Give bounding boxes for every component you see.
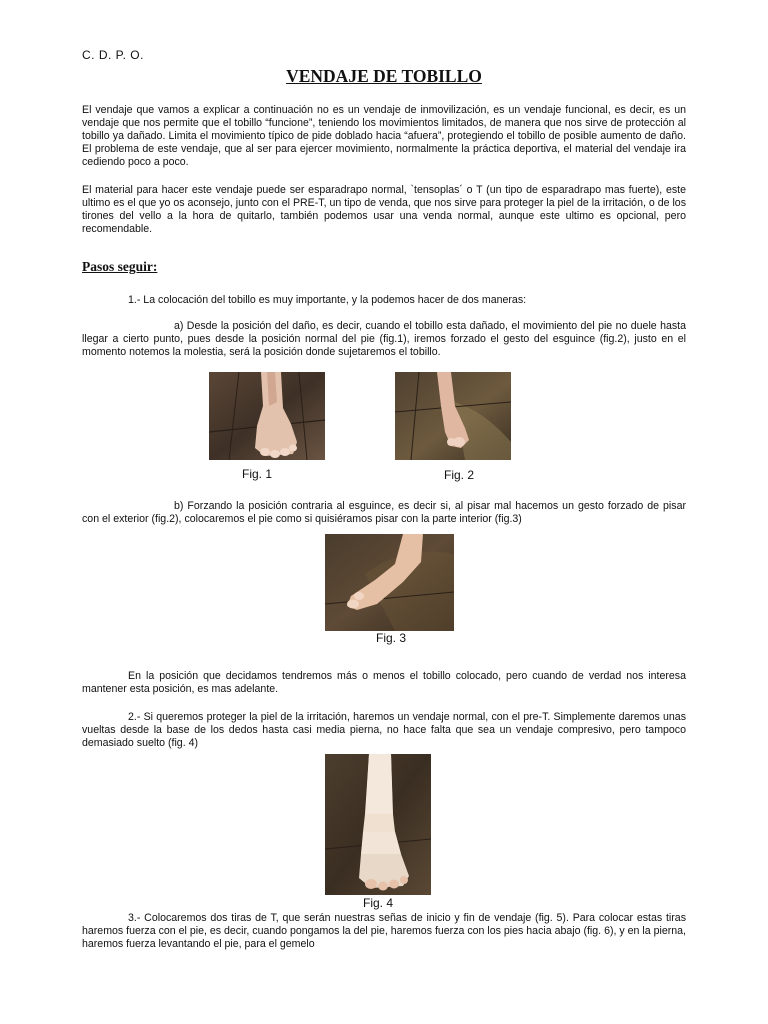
steps-heading: Pasos seguir: (82, 259, 158, 274)
page-title: VENDAJE DE TOBILLO (286, 66, 482, 86)
intro-paragraph-1: El vendaje que vamos a explicar a continuación no es un vendaje de inmovilización, es un vendaje funcional, es decir, es un vendaje que nos permite que el tobillo “funcione”, teniendo los movimientos limitados, de manera que nos sirve de protección al tobillo ya dañado. Limita el movimiento típico de pide doblado hacia “afuera”, protegiendo el tobillo de posible aumento de daño. El problema de este vendaje, que al ser para ejercer movimiento, normalmente la práctica deportiva, el material del vendaje ira cediendo poco a poco. (82, 104, 686, 168)
step-1-text: 1.- La colocación del tobillo es muy importante, y la podemos hacer de dos maneras: (128, 294, 527, 306)
figure-4-caption: Fig. 4 (363, 896, 394, 910)
figure-3-caption: Fig. 3 (376, 631, 407, 645)
step-1b-text: b) Forzando la posición contraria al esguince, es decir si, al pisar mal hacemos un gesto forzado de pisar con el exterior (fig.2), colocaremos el pie como si quisiéramos pisar con la parte interior (fig.3) (82, 500, 686, 525)
position-note-text: En la posición que decidamos tendremos más o menos el tobillo colocado, pero cuando de verdad nos interesa mantener esta posición, es mas adelante. (82, 670, 686, 695)
figure-2-caption: Fig. 2 (444, 468, 475, 482)
figure-4-image (325, 754, 431, 895)
figure-2-image (395, 372, 511, 460)
organization-label: C. D. P. O. (82, 48, 144, 62)
step-2-text: 2.- Si queremos proteger la piel de la irritación, haremos un vendaje normal, con el pre-T. Simplemente daremos unas vueltas desde la base de los dedos hasta casi media pierna, no hace falta que sea un vendaje compresivo, pero tampoco demasiado suelto (fig. 4) (82, 711, 686, 749)
intro-paragraph-2: El material para hacer este vendaje puede ser esparadrapo normal, `tensoplas´ o T (un tipo de esparadrapo mas fuerte), este ultimo es el que yo os aconsejo, junto con el PRE-T, un tipo de venda, que nos sirve para proteger la piel de la irritación, o de los tirones del vello a la hora de quitarlo, también podemos usar una venda normal, aunque este ultimo es opcional, pero recomendable. (82, 184, 686, 235)
figure-3-image (325, 534, 454, 631)
figure-1-image (209, 372, 325, 460)
step-1a-text: a) Desde la posición del daño, es decir, cuando el tobillo esta dañado, el movimiento del pie no duele hasta llegar a cierto punto, pues desde la posición normal del pie (fig.1), iremos forzado el gesto del esguince (fig.2), justo en el momento notemos la molestia, será la posición donde sujetaremos el tobillo. (82, 320, 686, 358)
figure-1-caption: Fig. 1 (242, 467, 273, 481)
step-3-text: 3.- Colocaremos dos tiras de T, que serán nuestras señas de inicio y fin de vendaje (fig. 5). Para colocar estas tiras haremos fuerza con el pie, es decir, cuando pongamos la del pie, haremos fuerza con los pies hacia abajo (fig. 6), y en la pierna, haremos fuerza levantando el pie, para el gemelo (82, 912, 686, 950)
